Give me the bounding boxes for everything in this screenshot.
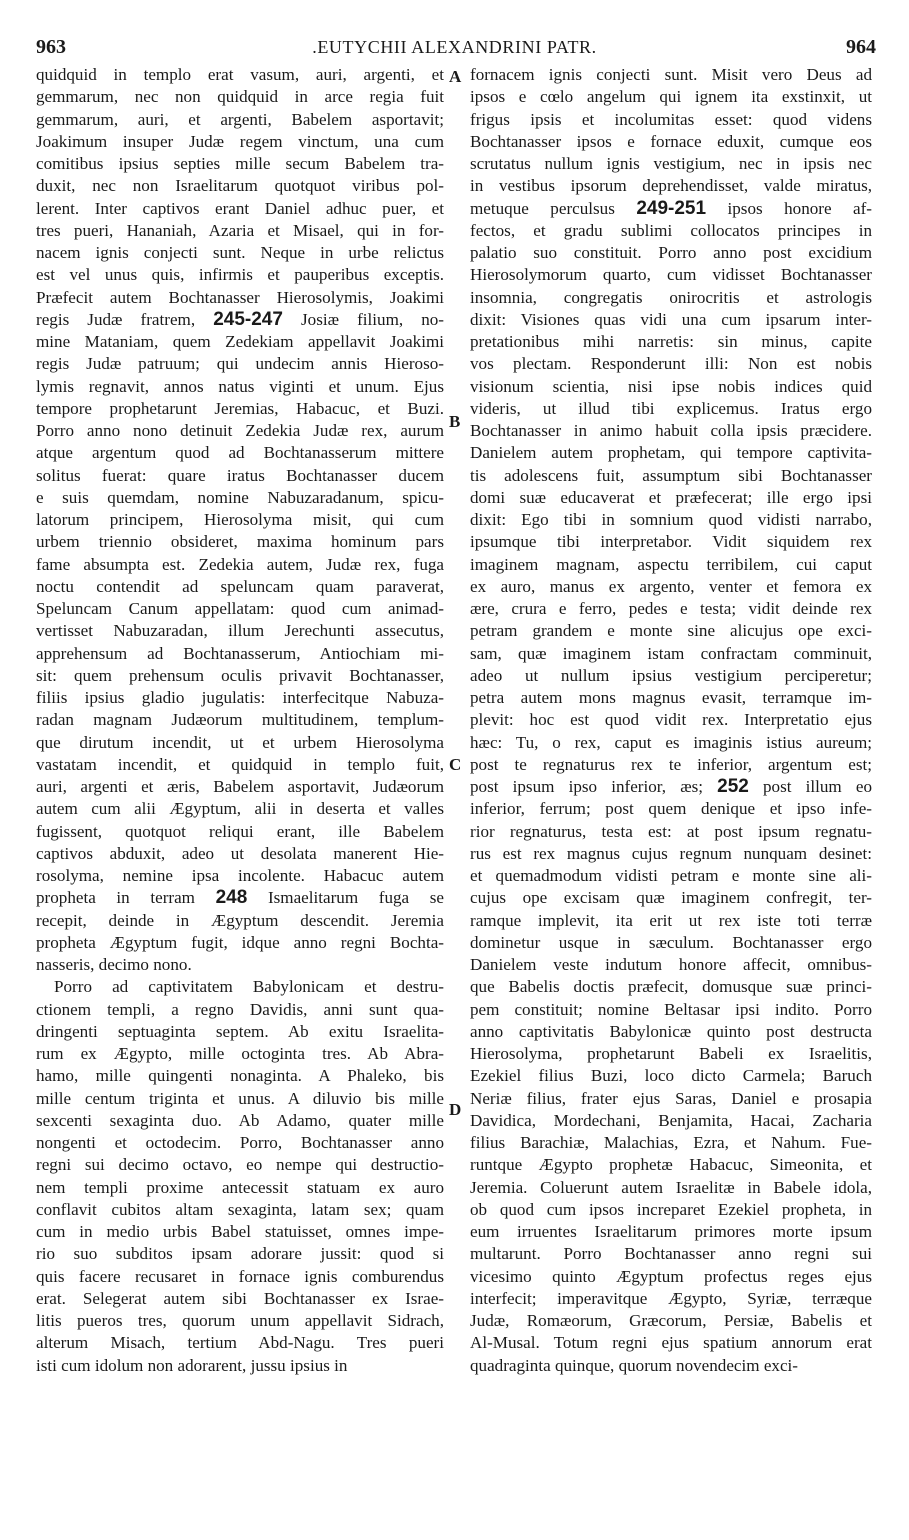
text-line: lymis regnavit, annos natus viginti et unum. Ejus [36,376,444,396]
section-number: 249-251 [636,197,707,219]
text-line: Joakimum insuper Judæ regem vinctum, una cum [36,131,444,151]
text-line: urbem triennio obsideret, maxima hominum pars [36,532,444,552]
text-line: ctionem templi, a regno Davidis, anni sunt qua- [36,999,444,1019]
text-line: propheta Ægyptum fugit, idque anno regni Bochta- [36,932,444,952]
text-line: apprehensum ad Bochtanasserum, Antiochiam mi- [36,643,444,663]
text-line: ramque implevit, ita erit ut rex iste toti terræ [470,910,872,930]
text-line: rosolyma, nemine ipsa incolente. Habacuc autem [36,866,444,885]
text-line: interfecit; imperavitque Ægypto, Syriæ, terræque [470,1288,872,1308]
text-line: Præfecit autem Bochtanasser Hierosolymis, Joakimi [36,287,444,307]
text-line: dixit: Ego tibi in somnium quod vidisti narrabo, [470,510,872,529]
text-line: hæc: Tu, o rex, caput es imaginis istius aureum; [470,732,872,752]
text-line: pem constituit; nomine Beltasar ipsi indito. Porro [470,999,872,1019]
text-line: isti cum idolum non adorarent, jussu ipsius in [36,1355,348,1375]
text-line: gemmarum, nec non quidquid in arce regia fuit [36,87,444,107]
right-text-column [470,64,872,1377]
text-line: vos plectam. Responderunt illi: Non est nobis [470,354,872,374]
margin-letter-c: C [449,755,462,774]
page-number-right: 964 [846,36,876,58]
text-line [470,198,872,220]
page-number-left: 963 [36,36,66,58]
text-line: autem cum alii Ægyptum, alii in deserta et valles [36,799,444,819]
text-line: regis Judæ patruum; qui undecim annis Hieroso- [36,354,444,374]
text-line: rio suo subditos ipsam adorare jussit: quod si [36,1244,444,1264]
text-line: ex auro, manus ex argento, venter et femora ex [470,576,872,596]
text-line: cum in medio urbis Babel statuisset, omnes impe- [36,1222,444,1241]
text-line: nem templi proxime antecessit statuam ex auro [36,1177,444,1197]
text-line: tres pueri, Hananiah, Azaria et Misael, qui in for- [36,220,444,240]
text-line: recepit, deinde in Ægyptum descendit. Jeremia [36,910,444,930]
text-segment: metuque perculsus [470,198,637,218]
text-line: fugissent, quotquot reliqui erant, ille Babelem [36,821,444,841]
text-line: latorum principem, Hierosolyma misit, qui cum [36,510,444,529]
text-line: dominetur usque in sæculum. Bochtanasser ergo [470,932,872,952]
text-line: Bochtanasser in animo habuit colla ipsis præcidere. [470,421,872,440]
text-line: sam, quæ imaginem istam confractam comminuit, [470,643,872,663]
text-line: Davidica, Mordechani, Benjamita, Hacai, Zacharia [470,1110,872,1130]
text-line: petram grandem e monte sine alicujus ope exci- [470,621,872,641]
text-line: cujus ope excisam quæ imaginem confregit, ter- [470,888,872,908]
text-line: Neriæ filius, frater ejus Saras, Daniel e prosapia [470,1088,872,1108]
text-line: fame absumpta est. Zedekia autem, Judæ rex, fuga [36,554,444,574]
section-number: 248 [215,887,248,909]
text-line: vertisset Nabuzaradan, illum Jerechunti assecutus, [36,621,444,641]
text-line: rum ex Ægypto, mille octoginta tres. Ab Abra- [36,1044,444,1063]
text-line: que Babelis doctis præfecit, domusque suæ princi- [470,977,872,997]
text-line: post te regnaturus rex te inferior, argentum est; [470,754,872,774]
text-line: videris, ut illud tibi explicemus. Iratus ergo [470,398,872,418]
text-line: conflavit cubitos altam sexaginta, latam sex; quam [36,1199,444,1219]
text-segment: post ipsum ipso inferior, æs; [470,777,718,796]
text-line: atque argentum quod ad Bochtanasserum mittere [36,443,444,463]
text-line: rus est rex magnus cujus regnum nunquam desinet: [470,843,872,863]
text-line: domi suæ educaverat et præfecerat; ille ergo ipsi [470,487,872,507]
text-line: mine Mataniam, quem Zedekiam appellavit Joakimi [36,332,444,351]
text-line: visionum scientia, nisi ipse nobis indices quid [470,376,872,396]
section-number: 245-247 [213,308,283,330]
text-line: ipsumque tibi interpretabor. Vidit siquidem rex [470,532,872,552]
text-line: Hierosolymorum quarto, cum vidisset Bochtanasser [470,265,872,285]
text-line: ipsos e cœlo angelum qui ignem ita exstinxit, ut [470,87,872,107]
text-line: solitus fuerat: quare iratus Bochtanasser ducem [36,465,444,485]
text-line: Ezekiel filius Buzi, loco dicto Carmela; Baruch [470,1066,872,1086]
text-line: rior regnaturus, testa est: at post ipsum regnatu- [470,821,872,841]
text-line: Al-Musal. Totum regni ejus spatium annorum erat [470,1333,872,1353]
text-line: Jeremia. Coluerunt autem Israelitæ in Babele idola, [470,1177,872,1197]
text-line: filiis ipsius gladio jugulatis: interfecitque Nabuza- [36,688,444,707]
text-line [36,887,444,909]
text-line: petra autem mons magnus evasit, terramque im- [470,688,872,707]
text-line: plevit: hoc est quod vidit rex. Interpretatio ejus [470,710,872,730]
text-line: nacem ignis conjecti sunt. Neque in urbe relictus [36,243,444,262]
text-line: erat. Selegerat autem sibi Bochtanasser ex Israe- [36,1288,444,1308]
running-title: .EUTYCHII ALEXANDRINI PATR. [312,37,597,57]
text-line: gemmarum, auri, et argenti, Babelem asportavit; [36,109,444,129]
margin-letter-a: A [449,67,462,86]
text-segment: Ismaelitarum fuga se [247,888,445,908]
text-line: frigus ipsis et incolumitas esset: quod videns [470,109,872,129]
text-line: insomnia, congregatis onirocritis et astrologis [470,287,872,307]
text-line: runtque Ægypto prophetæ Habacuc, Simeonita, et [470,1155,872,1175]
text-line: hamo, mille quingenti nonaginta. A Phaleko, bis [36,1066,444,1086]
text-line: sexcenti sexaginta duo. Ab Adamo, quater mille [36,1110,444,1130]
text-line: Speluncam Canum appellatam: quod cum animad- [36,599,444,618]
text-line: adeo ut nullum ipsius vestigium perciperetur; [470,665,872,685]
text-line: quis facere recusaret in fornace ignis comburendus [36,1266,444,1286]
text-line: vastatam incendit, et quidquid in templo fuit, [36,754,444,774]
text-line: quadraginta quinque, quorum novendecim exci- [470,1355,799,1375]
text-line: nongenti et octodecim. Porro, Bochtanasser anno [36,1133,444,1152]
text-line: captivos abduxit, adeo ut desolata manerent Hie- [36,843,444,863]
text-line: imaginem magnam, aspectu terribilem, cui caput [470,554,872,574]
text-line: lerent. Inter captivos erant Daniel adhuc puer, et [36,198,444,218]
text-line: e suis quemdam, nomine Nabuzaradanum, spicu- [36,487,444,507]
text-segment: regis Judæ fratrem, [36,309,214,329]
text-segment: post illum eo [748,777,873,796]
text-line: Judæ, Romæorum, Græcorum, Persiæ, Babelis et [470,1311,872,1330]
text-line: multarunt. Porro Bochtanasser anno regni sui [470,1244,872,1264]
text-line: eum irruentes Israelitarum primores morte ipsum [470,1222,872,1241]
text-segment: ipsos honore af- [706,198,872,218]
text-line: inferior, ferrum; post quem denique et ipso infe- [470,799,872,819]
text-line: est vel unus quis, infirmis et pauperibus exceptis. [36,265,444,285]
text-line: mille centum triginta et unus. A diluvio bis mille [36,1088,444,1108]
text-line: Hierosolyma, prophetarunt Babeli ex Israelitis, [470,1044,872,1063]
margin-letter-d: D [449,1100,462,1119]
text-line: que dirutum incendit, ut et urbem Hierosolyma [36,732,444,752]
text-line: radan magnam Judæorum multitudinem, templum- [36,710,444,730]
text-line: duxit, nec non Israelitarum quotquot viribus pol- [36,176,444,196]
text-line: comitibus ipsius septies mille secum Babelem tra- [36,154,444,173]
text-line: dixit: Visiones quas vidi una cum ipsarum inter- [470,309,872,329]
text-line: sit: quem prehensum oculis privavit Bochtanasser, [36,665,444,685]
text-line [470,776,872,798]
text-line: Danielem autem prophetam, qui tempore captivita- [470,443,872,463]
text-line [36,309,444,331]
text-line: quidquid in templo erat vasum, auri, argenti, et [36,65,444,84]
text-line: scrutatus nullum ignis vestigium, nec in ipsis nec [470,154,872,173]
text-line: in vestibus ipsorum deprehendisset, valde miratus, [470,176,872,196]
text-line: ære, crura e ferro, pedes e testa; vidit deinde rex [470,599,872,618]
text-line: tempore prophetarunt Jeremias, Habacuc, et Buzi. [36,398,444,418]
text-line: regni sui decimo octavo, eo nempe qui destructio- [36,1155,444,1175]
text-line: Porro ad captivitatem Babylonicam et destru- [54,977,444,997]
text-line: pretationibus mihi narretis: sin minus, capite [470,332,872,351]
text-line: ob quod cum ipsos increparet Ezekiel propheta, in [470,1199,872,1219]
text-line: auri, argenti et æris, Babelem asportavit, Judæorum [36,777,444,796]
text-line: Bochtanasser ipsos e fornace eduxit, cumque eos [470,131,872,151]
text-line: palatio suo constituit. Porro anno post excidium [470,243,872,262]
text-line: vicesimo quinto Ægyptum profectus reges ejus [470,1266,872,1286]
section-number: 252 [717,776,749,797]
text-segment: Josiæ filium, no- [282,309,445,329]
text-line: dringenti septuaginta septem. Ab exitu Israelita- [36,1021,444,1041]
text-line: litis pueros tres, quorum unum appellavit Sidrach, [36,1311,444,1330]
text-line: nasseris, decimo nono. [36,955,192,974]
text-line: filius Barachiæ, Malachias, Ezra, et Nahum. Fue- [470,1133,872,1152]
text-line: fornacem ignis conjecti sunt. Misit vero Deus ad [470,65,872,84]
text-line: Porro anno nono detinuit Zedekia Judæ rex, aurum [36,421,444,440]
text-line: tis adolescens fuit, assumptum sibi Bochtanasser [470,465,872,485]
text-segment: propheta in terram [36,888,216,908]
text-line: et quemadmodum vidisti petram e monte sine ali- [470,866,872,885]
text-line: fectos, et gradu sublimi collocatos principes in [470,220,872,240]
margin-letter-b: B [449,412,461,431]
text-line: Danielem veste indutum honore affecit, omnibus- [470,955,872,974]
text-line: noctu contendit ad speluncam quam paraverat, [36,576,444,596]
left-text-column [36,64,444,1377]
text-line: anno captivitatis Babylonicæ quinto post destructa [470,1021,872,1041]
text-line: alterum Misach, tertium Abd-Nagu. Tres pueri [36,1333,444,1353]
